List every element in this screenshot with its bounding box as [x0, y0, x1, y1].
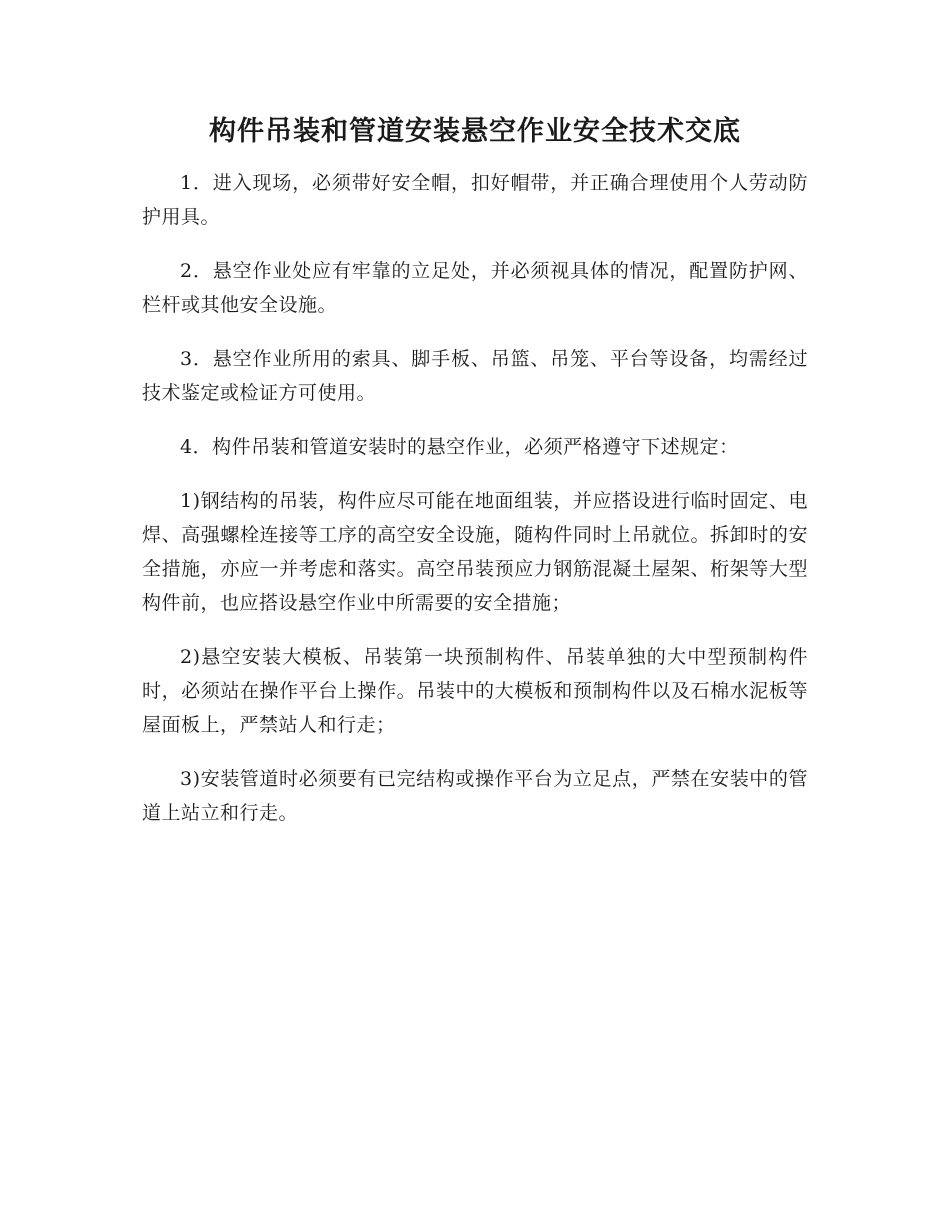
- paragraph-4: 4．构件吊装和管道安装时的悬空作业，必须严格遵守下述规定：: [180, 436, 739, 458]
- paragraph-4-1: 1)钢结构的吊装，构件应尽可能在地面组装，并应搭设进行临时固定、电焊、高强螺栓连接等工序的高空安全设施，随构件同时上吊就位。拆卸时的安全措施，亦应一并考虑和落实。高空吊装预应力钢筋混凝土屋架、桁架等大型构件前，也应搭设悬空作业中所需要的安全措施；: [142, 490, 808, 614]
- paragraph-2: 2．悬空作业处应有牢靠的立足处，并必须视具体的情况，配置防护网、栏杆或其他安全设施。: [142, 260, 808, 316]
- paragraph-1: 1．进入现场，必须带好安全帽，扣好帽带，并正确合理使用个人劳动防护用具。: [142, 172, 808, 228]
- paragraph-4-3: 3)安装管道时必须要有已完结构或操作平台为立足点，严禁在安装中的管道上站立和行走。: [142, 768, 808, 824]
- document-title: 构件吊装和管道安装悬空作业安全技术交底: [209, 116, 741, 147]
- paragraph-4-2: 2)悬空安装大模板、吊装第一块预制构件、吊装单独的大中型预制构件时，必须站在操作平台上操作。吊装中的大模板和预制构件以及石棉水泥板等屋面板上，严禁站人和行走；: [142, 646, 808, 736]
- paragraph-3: 3．悬空作业所用的索具、脚手板、吊篮、吊笼、平台等设备，均需经过技术鉴定或检证方可使用。: [142, 348, 808, 404]
- document-body: [142, 166, 808, 850]
